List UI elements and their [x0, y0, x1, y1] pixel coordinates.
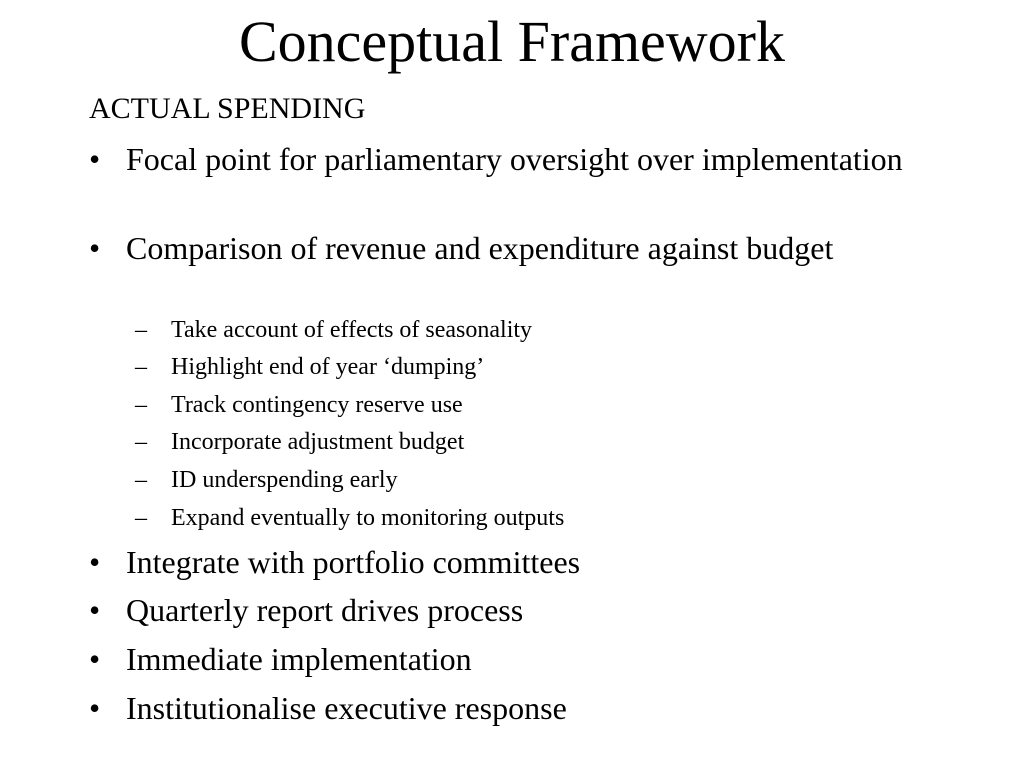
sub-bullet-text: Highlight end of year ‘dumping’ — [171, 354, 485, 380]
sub-bullet-text: Expand eventually to monitoring outputs — [171, 505, 565, 531]
bullet-text: Quarterly report drives process — [126, 592, 524, 628]
bullet-item — [89, 139, 909, 179]
sub-bullet-text: Incorporate adjustment budget — [171, 429, 465, 455]
bullet-marker: • — [89, 690, 101, 726]
sub-bullet-item — [135, 503, 835, 533]
sub-bullet-marker: – — [135, 505, 147, 531]
bullet-item — [89, 542, 909, 582]
bullet-marker: • — [89, 592, 101, 628]
sub-bullet-item — [135, 465, 835, 495]
sub-bullet-marker: – — [135, 467, 147, 493]
bullet-marker: • — [89, 544, 101, 580]
slide-title: Conceptual Framework — [238, 9, 785, 74]
sub-bullet-item — [135, 390, 835, 420]
bullet-text: Integrate with portfolio committees — [126, 544, 581, 580]
section-heading: ACTUAL SPENDING — [89, 92, 366, 125]
bullet-marker: • — [89, 141, 101, 177]
bullet-item — [89, 688, 909, 728]
bullet-item — [89, 639, 909, 679]
bullet-item — [89, 228, 909, 268]
bullet-marker: • — [89, 230, 101, 266]
sub-bullet-item — [135, 427, 835, 457]
bullet-text: Immediate implementation — [126, 641, 472, 677]
sub-bullet-text: Take account of effects of seasonality — [171, 317, 533, 343]
sub-bullet-marker: – — [135, 429, 147, 455]
sub-bullet-text: ID underspending early — [171, 467, 398, 493]
sub-bullet-item — [135, 315, 835, 345]
sub-bullet-marker: – — [135, 317, 147, 343]
sub-bullet-marker: – — [135, 354, 147, 380]
bullet-text: Focal point for parliamentary oversight over implementation — [126, 141, 903, 177]
bullet-text: Comparison of revenue and expenditure against budget — [126, 230, 834, 266]
bullet-marker: • — [89, 641, 101, 677]
bullet-text: Institutionalise executive response — [126, 690, 567, 726]
sub-bullet-text: Track contingency reserve use — [171, 392, 463, 418]
bullet-item — [89, 590, 909, 630]
sub-bullet-marker: – — [135, 392, 147, 418]
sub-bullet-item — [135, 352, 835, 382]
